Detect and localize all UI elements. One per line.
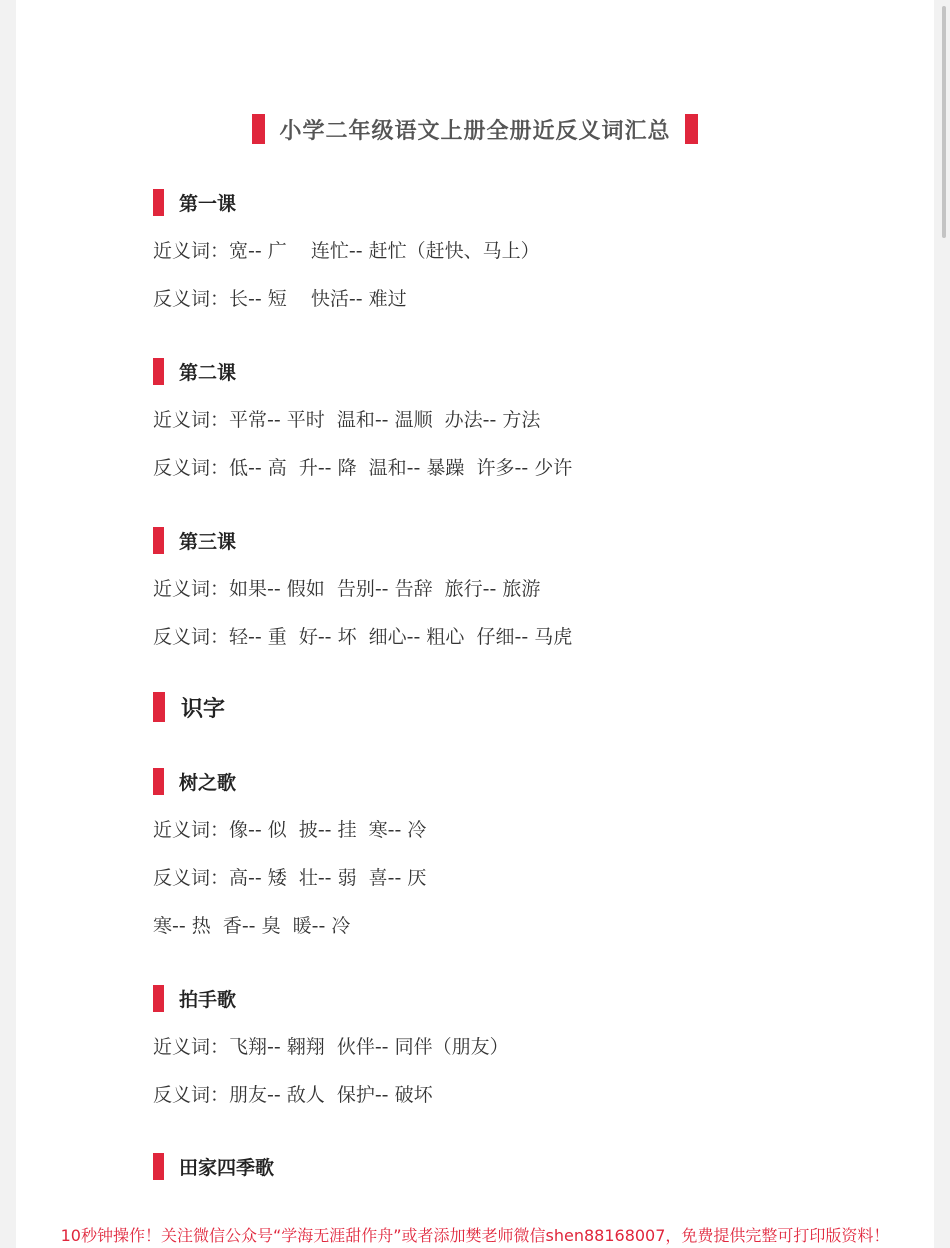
heading-bar bbox=[153, 358, 164, 385]
section-heading-text: 识字 bbox=[181, 696, 226, 722]
antonym-line: 寒-- 热 香-- 臭 暖-- 冷 bbox=[153, 915, 351, 937]
synonym-line: 近义词：宽-- 广 连忙-- 赶忙（赶快、马上） bbox=[153, 240, 540, 262]
synonym-line: 近义词：平常-- 平时 温和-- 温顺 办法-- 方法 bbox=[153, 409, 541, 431]
promo-footer: 10秒钟操作！关注微信公众号“学海无涯甜作舟”或者添加樊老师微信shen88168007，免费提供完整可打印版资料！ bbox=[60, 1226, 890, 1245]
section-heading-text: 第二课 bbox=[179, 361, 237, 384]
section-heading-text: 第一课 bbox=[179, 192, 237, 215]
section-heading-text: 田家四季歌 bbox=[179, 1156, 275, 1179]
heading-bar bbox=[153, 1153, 164, 1180]
title-left-bar bbox=[252, 114, 265, 144]
section-heading-text: 拍手歌 bbox=[179, 988, 237, 1011]
heading-bar bbox=[153, 189, 164, 216]
antonym-line: 反义词：长-- 短 快活-- 难过 bbox=[153, 288, 407, 310]
antonym-line: 反义词：朋友-- 敌人 保护-- 破坏 bbox=[153, 1084, 433, 1106]
section-heading-text: 第三课 bbox=[179, 530, 237, 553]
section-heading-lesson-2 bbox=[153, 357, 236, 385]
document-title bbox=[0, 112, 950, 146]
section-heading-lesson-3 bbox=[153, 526, 236, 554]
synonym-line: 近义词：如果-- 假如 告别-- 告辞 旅行-- 旅游 bbox=[153, 578, 541, 600]
section-heading-tree-song bbox=[153, 767, 236, 795]
synonym-line: 近义词：飞翔-- 翱翔 伙伴-- 同伴（朋友） bbox=[153, 1036, 509, 1058]
heading-bar bbox=[153, 692, 165, 722]
heading-bar bbox=[153, 985, 164, 1012]
title-text: 小学二年级语文上册全册近反义词汇总 bbox=[279, 118, 671, 144]
section-heading-text: 树之歌 bbox=[179, 771, 237, 794]
section-heading-literacy bbox=[153, 693, 225, 721]
antonym-line: 反义词：轻-- 重 好-- 坏 细心-- 粗心 仔细-- 马虎 bbox=[153, 626, 573, 648]
section-heading-farm-seasons-song bbox=[153, 1152, 274, 1180]
antonym-line: 反义词：高-- 矮 壮-- 弱 喜-- 厌 bbox=[153, 867, 427, 889]
section-heading-lesson-1 bbox=[153, 188, 236, 216]
section-heading-clapping-song bbox=[153, 984, 236, 1012]
heading-bar bbox=[153, 768, 164, 795]
antonym-line: 反义词：低-- 高 升-- 降 温和-- 暴躁 许多-- 少许 bbox=[153, 457, 573, 479]
heading-bar bbox=[153, 527, 164, 554]
title-right-bar bbox=[685, 114, 698, 144]
synonym-line: 近义词：像-- 似 披-- 挂 寒-- 冷 bbox=[153, 819, 427, 841]
scrollbar[interactable] bbox=[934, 0, 950, 1248]
